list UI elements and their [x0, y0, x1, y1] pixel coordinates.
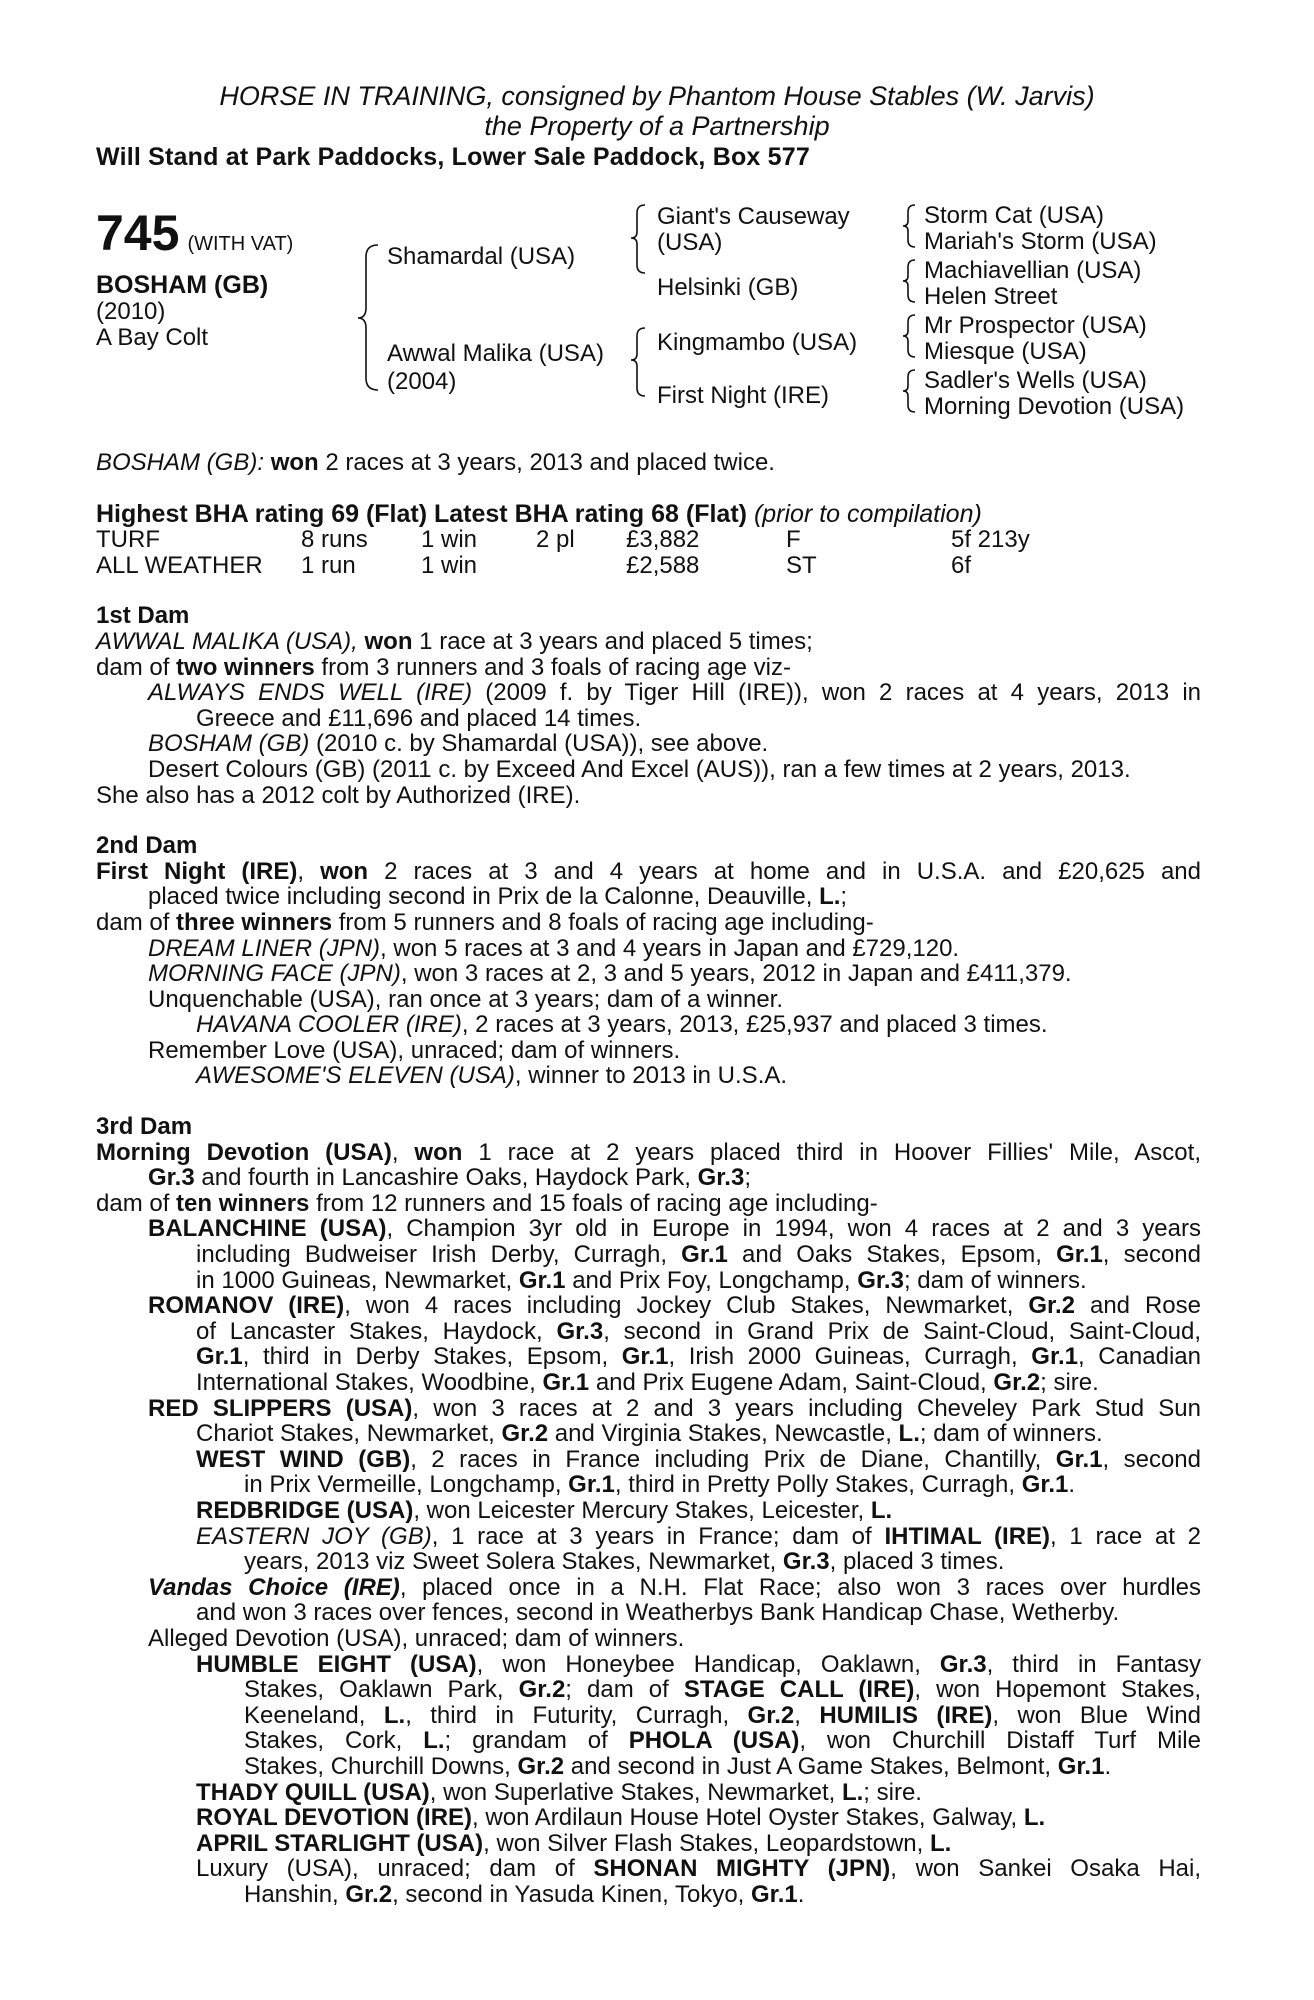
aw-going: ST [786, 551, 817, 579]
second-dam-record: First Night (IRE), won 2 races at 3 and 4 years at home and in U.S.A. and £20,625 and [96, 857, 1201, 885]
ancestor-5: Mr Prospector (USA) [924, 312, 1147, 339]
turf-distance: 5f 213y [951, 526, 1030, 554]
race-record-table [96, 527, 1201, 578]
first-dam-record: AWWAL MALIKA (USA), won 1 race at 3 years and placed 5 times; [96, 627, 813, 655]
aw-places [536, 553, 626, 579]
humble-eight-line-4: Stakes, Cork, L.; grandam of PHOLA (USA), won Churchill Distaff Turf Mile [244, 1727, 1201, 1755]
west-wind-line-1: WEST WIND (GB), 2 races in France including Prix de Diane, Chantilly, Gr.1, second [196, 1445, 1201, 1473]
vandas-choice-line-1: Vandas Choice (IRE), placed once in a N.H. Flat Race; also won 3 races over hurdles [148, 1573, 1202, 1601]
third-dam-record-cont: Gr.3 and fourth in Lancashire Oaks, Haydock Park, Gr.3; [148, 1164, 751, 1192]
red-slippers-line-2: Chariot Stakes, Newmarket, Gr.2 and Virginia Stakes, Newcastle, L.; dam of winners. [196, 1420, 1103, 1448]
ancestor-2: Mariah's Storm (USA) [924, 228, 1157, 255]
west-wind-line-2: in Prix Vermeille, Longchamp, Gr.1, third in Pretty Polly Stakes, Curragh, Gr.1. [244, 1471, 1076, 1499]
dam-name: Awwal Malika (USA) [387, 340, 604, 367]
sire-dam-name: Helsinki (GB) [657, 274, 799, 301]
redbridge-line: REDBRIDGE (USA), won Leicester Mercury Stakes, Leicester, L. [196, 1496, 893, 1524]
first-dam-foal-1: ALWAYS ENDS WELL (IRE) (2009 f. by Tiger Hill (IRE)), won 2 races at 4 years, 2013 in [148, 679, 1201, 707]
ancestor-1: Storm Cat (USA) [924, 202, 1105, 229]
balanchine-line-3: in 1000 Guineas, Newmarket, Gr.1 and Prix Foy, Longchamp, Gr.3; dam of winners. [196, 1266, 1087, 1294]
turf-earnings: £3,882 [626, 526, 700, 554]
horse-description: A Bay Colt [96, 323, 209, 351]
sire-sire-name: Giant's Causeway [657, 203, 850, 230]
humble-eight-line-2: Stakes, Oaklawn Park, Gr.2; dam of STAGE CALL (IRE), won Hopemont Stakes, [244, 1676, 1201, 1704]
humble-eight-line-1: HUMBLE EIGHT (USA), won Honeybee Handicap, Oaklawn, Gr.3, third in Fantasy [196, 1650, 1201, 1678]
third-dam-produce: dam of ten winners from 12 runners and 15 foals of racing age including- [96, 1189, 878, 1217]
consignor-line: HORSE IN TRAINING, consigned by Phantom House Stables (W. Jarvis) [219, 81, 1095, 111]
turf-surface: TURF [96, 526, 160, 554]
vat-note: (WITH VAT) [187, 233, 294, 255]
ancestor-6: Miesque (USA) [924, 338, 1087, 365]
ancestor-8: Morning Devotion (USA) [924, 393, 1185, 420]
race-summary: BOSHAM (GB): won 2 races at 3 years, 2013 and placed twice. [96, 449, 775, 476]
turf-places: 2 pl [536, 526, 575, 554]
stand-location: Will Stand at Park Paddocks, Lower Sale Paddock, Box 577 [96, 143, 810, 171]
second-dam-record-cont: placed twice including second in Prix de la Calonne, Deauville, L.; [148, 883, 848, 911]
vandas-choice-line-2: and won 3 races over fences, second in Weatherbys Bank Handicap Chase, Wetherby. [196, 1599, 1120, 1627]
first-dam-note: She also has a 2012 colt by Authorized (IRE). [96, 781, 581, 809]
aw-earnings: £2,588 [626, 551, 700, 579]
lot-number: 745 [96, 205, 180, 261]
bha-ratings: Highest BHA rating 69 (Flat) Latest BHA rating 68 (Flat) (prior to compilation) [96, 499, 982, 528]
turf-wins: 1 win [421, 526, 478, 554]
luxury-line-1: Luxury (USA), unraced; dam of SHONAN MIGHTY (JPN), won Sankei Osaka Hai, [196, 1855, 1202, 1883]
dam-sire-name: Kingmambo (USA) [657, 329, 858, 356]
third-dam-record: Morning Devotion (USA), won 1 race at 2 years placed third in Hoover Fillies' Mile, Ascot, [96, 1138, 1201, 1166]
royal-devotion-line: ROYAL DEVOTION (IRE), won Ardilaun House Hotel Oyster Stakes, Galway, L. [196, 1804, 1046, 1832]
romanov-line-2: of Lancaster Stakes, Haydock, Gr.3, second in Grand Prix de Saint-Cloud, Saint-Cloud, [196, 1317, 1201, 1345]
second-dam-foal-1: DREAM LINER (JPN), won 5 races at 3 and 4 years in Japan and £729,120. [148, 934, 960, 962]
aw-runs: 1 run [301, 551, 356, 579]
aw-surface: ALL WEATHER [96, 551, 263, 579]
aw-wins: 1 win [421, 551, 478, 579]
turf-going: F [786, 526, 801, 554]
sire-name: Shamardal (USA) [387, 243, 576, 270]
second-dam-produce: dam of three winners from 5 runners and 8 foals of racing age including- [96, 908, 874, 936]
third-dam-heading: 3rd Dam [96, 1113, 193, 1141]
eastern-joy-line-1: EASTERN JOY (GB), 1 race at 3 years in France; dam of IHTIMAL (IRE), 1 race at 2 [196, 1522, 1201, 1550]
eastern-joy-line-2: years, 2013 viz Sweet Solera Stakes, Newmarket, Gr.3, placed 3 times. [244, 1548, 1005, 1576]
ancestor-4: Helen Street [924, 283, 1058, 310]
balanchine-line-2: including Budweiser Irish Derby, Curragh, Gr.1 and Oaks Stakes, Epsom, Gr.1, second [196, 1241, 1202, 1269]
balanchine-line-1: BALANCHINE (USA), Champion 3yr old in Europe in 1994, won 4 races at 2 and 3 years [148, 1215, 1201, 1243]
sire-sire-country: (USA) [657, 229, 723, 256]
humble-eight-line-5: Stakes, Churchill Downs, Gr.2 and second in Just A Game Stakes, Belmont, Gr.1. [244, 1752, 1112, 1780]
first-dam-foal-2: BOSHAM (GB) (2010 c. by Shamardal (USA)), see above. [148, 730, 769, 758]
turf-runs: 8 runs [301, 526, 368, 554]
romanov-line-4: International Stakes, Woodbine, Gr.1 and Prix Eugene Adam, Saint-Cloud, Gr.2; sire. [196, 1369, 1099, 1396]
romanov-line-3: Gr.1, third in Derby Stakes, Epsom, Gr.1, Irish 2000 Guineas, Curragh, Gr.1, Canadian [196, 1343, 1201, 1371]
first-dam-foal-1-cont: Greece and £11,696 and placed 14 times. [196, 704, 642, 732]
dam-dam-name: First Night (IRE) [657, 382, 830, 409]
second-dam-foal-3: Unquenchable (USA), ran once at 3 years; dam of a winner. [148, 985, 784, 1013]
second-dam-foal-2: MORNING FACE (JPN), won 3 races at 2, 3 and 5 years, 2012 in Japan and £411,379. [148, 960, 1072, 988]
first-dam-foal-3: Desert Colours (GB) (2011 c. by Exceed And Excel (AUS)), ran a few times at 2 years, 2013. [148, 755, 1131, 783]
second-dam-grandfoal-2: AWESOME'S ELEVEN (USA), winner to 2013 in U.S.A. [196, 1062, 788, 1090]
april-starlight-line: APRIL STARLIGHT (USA), won Silver Flash Stakes, Leopardstown, L. [196, 1829, 952, 1857]
romanov-line-1: ROMANOV (IRE), won 4 races including Jockey Club Stakes, Newmarket, Gr.2 and Rose [148, 1292, 1201, 1320]
ancestor-3: Machiavellian (USA) [924, 257, 1142, 284]
property-line: the Property of a Partnership [484, 111, 830, 141]
alleged-devotion-line: Alleged Devotion (USA), unraced; dam of winners. [148, 1624, 685, 1652]
humble-eight-line-3: Keeneland, L., third in Futurity, Curragh, Gr.2, HUMILIS (IRE), won Blue Wind [244, 1701, 1202, 1729]
horse-year: (2010) [96, 297, 166, 325]
aw-distance: 6f [951, 551, 972, 579]
catalogue-body [96, 450, 1201, 1907]
first-dam-heading: 1st Dam [96, 602, 190, 630]
second-dam-grandfoal-1: HAVANA COOLER (IRE), 2 races at 3 years, 2013, £25,937 and placed 3 times. [196, 1011, 1048, 1039]
first-dam-produce: dam of two winners from 3 runners and 3 foals of racing age viz- [96, 653, 791, 681]
second-dam-heading: 2nd Dam [96, 832, 198, 860]
luxury-line-2: Hanshin, Gr.2, second in Yasuda Kinen, Tokyo, Gr.1. [244, 1880, 805, 1908]
thady-quill-line: THADY QUILL (USA), won Superlative Stakes, Newmarket, L.; sire. [196, 1778, 922, 1806]
ancestor-7: Sadler's Wells (USA) [924, 367, 1147, 394]
horse-name: BOSHAM (GB) [96, 271, 269, 299]
dam-year: (2004) [387, 368, 457, 395]
red-slippers-line-1: RED SLIPPERS (USA), won 3 races at 2 and 3 years including Cheveley Park Stud Sun [148, 1394, 1201, 1422]
second-dam-foal-4: Remember Love (USA), unraced; dam of winners. [148, 1036, 681, 1064]
